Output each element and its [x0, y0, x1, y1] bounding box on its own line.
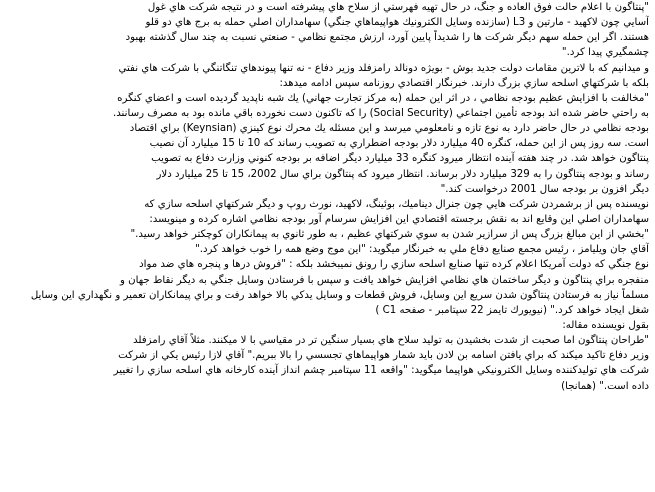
text-line: بقول نويسنده مقاله:	[562, 319, 649, 331]
text-line: وزير دفاع تاكيد ميكند كه براي يافتن اسامه بن لادن بايد شمار هواپيماهاي تجسسي را بالا ببريم." آقاي لازا رئيس يكي از شركت	[118, 350, 649, 362]
text-line: ديگر افزون بر بودجه سال 2001 درخواست كند."	[440, 183, 649, 195]
text-line: بودجه نظامي در حال حاضر دارد به نوع تازه و نامعلومي ميرسد و اين مسئله يك محرك نوع كينزي (Keynsian) براي اقتصاد	[129, 123, 649, 135]
text-line: رساند و بودجه پنتاگون را به 329 ميليارد دلار برساند. انتظار ميرود كه پنتاگون براي سال 2002، 15 تا 25 ميليارد دلار	[156, 168, 649, 180]
text-line: نويسنده پس از برشمردن شركت هايي چون جنرال ديناميك، بوئينگ، لاكهيد، نورث روپ و ديگر شركتهاي اسلحه سازي كه	[144, 198, 649, 210]
text-line: است. سه روز پس از اين حمله، كنگره 40 ميليارد دلار بودجه اضطراري به تصويب رساند كه 10 تا 15 ميليارد آن نصيب	[149, 138, 649, 150]
text-line: شركت هاي توليدكننده وسايل الكترونيكي هواپيما ميگويد: "واقعه 11 سپتامبر چشم انداز آينده كارخانه هاي اسلحه سازي را تغيير	[113, 365, 649, 377]
text-line: منفجره براي پنتاگون و ديگر ساختمان هاي نظامي افزايش خواهد يافت و سپس با فرستادن وسايل جنگي به ديگر نقاط جهان و	[120, 274, 649, 286]
text-line: "طراحان پنتاگون اما صحبت از شدت بخشيدن به توليد سلاح هاي بسيار سنگين تر در مقياسي با لا ميكنند. مثلاً آقاي رامزفلد	[133, 335, 649, 347]
text-line: "بخشي از اين مبالغ بزرگ پس از سرازير شدن به سوي شركتهاي عظيم ، به طور ثانوي به پيمانكاران كوچكتر خواهد رسيد."	[130, 229, 649, 241]
text-line: آسايي چون لاكهيد - مارتين و L3 (سازنده وسايل الكترونيك هواپيماهاي جنگي) سهامداران اصلي حمله به برج هاي دو قلو	[145, 17, 649, 29]
text-line: هستند. اگر اين حمله سهم ديگر شركت ها را شديداً پايين آورد، ارزش مجتمع نظامي - صنعتي نسبت به چند سال گذشته بهبود	[125, 32, 649, 44]
text-line: آقاي جان ويليامز ، رئيس مجمع صنايع دفاع ملي به خبرنگار ميگويد: "اين موج وضع همه را خوب خواهد كرد."	[195, 244, 649, 256]
text-line: "مخالفت با افزايش عظيم بودجه نظامي ، در اثر اين حمله (به مركز تجارت جهاني) يك شبه ناپديد گرديده است و اعضاي كنگره	[117, 92, 649, 104]
text-line: به راحتي حاضر شده اند بودجه تأمين اجتماعي (Social Security) را كه تاكنون دست نخورده باقي مانده بود به مصرف رسانند.	[112, 107, 649, 119]
text-line: شغل ايجاد خواهد كرد." (نيويورك تايمز 22 سپتامبر - صفحه C1 )	[375, 304, 649, 316]
text-line: "پنتاگون با اعلام حالت فوق العاده و جنگ، در حال تهيه فهرستي از سلاح هاي پيشرفته است و در نتيجه شركت هاي غول	[147, 2, 649, 13]
text-line: بلكه با شركتهاي اسلحه سازي بزرگ دارند. خبرنگار اقتصادي روزنامه سپس ادامه ميدهد:	[279, 77, 649, 89]
text-line: و ميدانيم كه با لاترين مقامات دولت جديد بوش - بويژه دونالد رامزفلد وزير دفاع - نه تنها پيوندهاي تنگاتنگي با شركت هاي نفتي	[118, 62, 649, 74]
text-line: چشمگيري پيدا كرد."	[561, 47, 649, 59]
text-line: مسلماً نياز به فرستادن پنتاگون شدن سريع اين وسايل، فروش قطعات و وسايل يدكي بالا خواهد رفت و براي پيمانكاران تعمير و نگهداري اين وسايل	[30, 289, 649, 301]
text-line: نوع جنگي كه دولت آمريكا اعلام كرده تنها صنايع اسلحه سازي را رونق نميبخشد بلكه : "فروش درها و پنجره هاي ضد مواد	[139, 259, 649, 271]
article-page	[6, 0, 649, 492]
text-line: داده است." (همانجا)	[561, 380, 649, 392]
text-line: سهامداران اصلي اين وقايع اند به نقش برجسته اقتصادي اين افزايش سرسام آور بودجه نظامي اشاره كرده و مينويسد:	[149, 213, 649, 225]
text-line: پنتاگون خواهد شد. در چند هفته آينده انتظار ميرود كنگره 33 ميليارد ديگر اضافه بر بودجه كنوني وزارت دفاع به تصويب	[151, 153, 649, 165]
